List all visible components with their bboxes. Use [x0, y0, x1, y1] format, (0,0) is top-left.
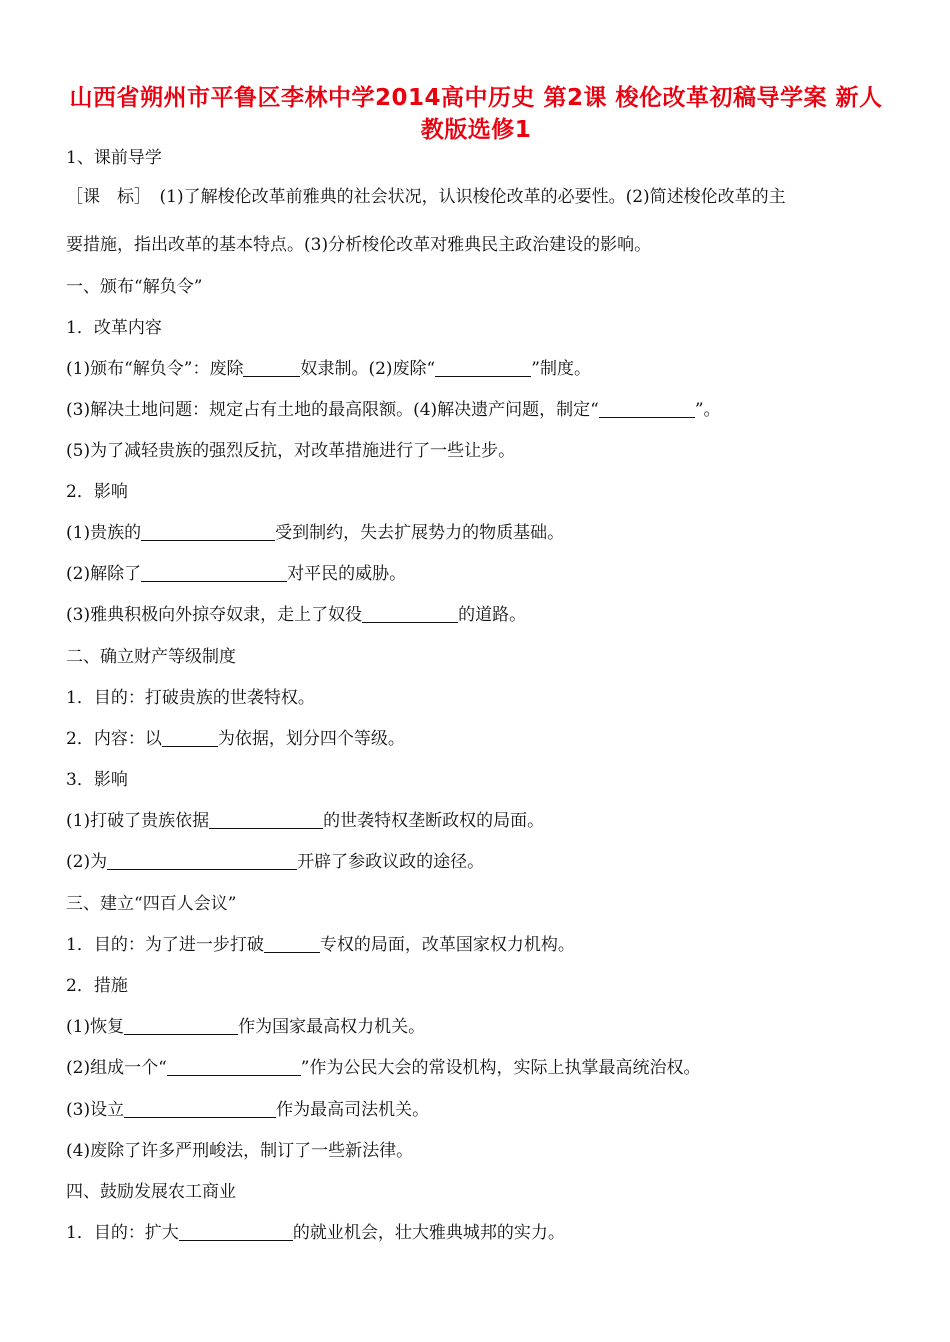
subheading-impact: 2．影响	[66, 482, 128, 502]
item-line: (5)为了减轻贵族的强烈反抗，对改革措施进行了一些让步。	[66, 441, 516, 461]
item-line: 1．目的：为了进一步打破 专权的局面，改革国家权力机构。	[66, 935, 575, 955]
fill-blank[interactable]	[141, 522, 275, 541]
item-line: (3)雅典积极向外掠夺奴隶，走上了奴役 的道路。	[66, 605, 527, 625]
curriculum-standard-line-1: ［课 标］ (1)了解梭伦改革前雅典的社会状况，认识梭伦改革的必要性。(2)简述梭伦改革的主	[66, 187, 786, 207]
subheading-reform-content: 1．改革内容	[66, 318, 162, 338]
fill-blank[interactable]	[124, 1016, 238, 1035]
item-line: (1)贵族的 受到制约，失去扩展势力的物质基础。	[66, 523, 565, 543]
document-title: 山西省朔州市平鲁区李林中学2014高中历史 第2课 梭伦改革初稿导学案 新人教版选修1	[69, 85, 883, 143]
fill-blank[interactable]	[362, 604, 458, 623]
item-line: 1．目的：打破贵族的世袭特权。	[66, 688, 315, 708]
subheading-impact: 3．影响	[66, 770, 128, 790]
item-line: 1．目的：扩大 的就业机会，壮大雅典城邦的实力。	[66, 1223, 565, 1243]
section-heading-preview: 1、课前导学	[66, 148, 162, 168]
fill-blank[interactable]	[435, 358, 531, 377]
fill-blank[interactable]	[124, 1099, 276, 1118]
subheading-measures: 2．措施	[66, 976, 128, 996]
fill-blank[interactable]	[243, 358, 300, 377]
item-line: (2)为 开辟了参政议政的途径。	[66, 852, 485, 872]
item-line: (1)恢复 作为国家最高权力机关。	[66, 1017, 426, 1037]
section-heading-3: 三、建立“四百人会议”	[66, 894, 237, 914]
fill-blank[interactable]	[179, 1222, 293, 1241]
fill-blank[interactable]	[162, 728, 218, 747]
item-line: 2．内容：以 为依据，划分四个等级。	[66, 729, 405, 749]
fill-blank[interactable]	[264, 934, 320, 953]
fill-blank[interactable]	[209, 810, 323, 829]
section-heading-4: 四、鼓励发展农工商业	[66, 1182, 236, 1202]
item-line: (1)打破了贵族依据 的世袭特权垄断政权的局面。	[66, 811, 545, 831]
fill-blank[interactable]	[141, 563, 287, 582]
curriculum-standard-line-2: 要措施，指出改革的基本特点。(3)分析梭伦改革对雅典民主政治建设的影响。	[66, 235, 652, 255]
item-line: (4)废除了许多严刑峻法，制订了一些新法律。	[66, 1141, 414, 1161]
fill-blank[interactable]	[167, 1057, 301, 1076]
item-line: (2)解除了 对平民的威胁。	[66, 564, 407, 584]
section-heading-1: 一、颁布“解负令”	[66, 277, 203, 297]
fill-blank[interactable]	[107, 851, 297, 870]
section-heading-2: 二、确立财产等级制度	[66, 647, 236, 667]
item-line: (1)颁布“解负令”：废除 奴隶制。(2)废除“ ”制度。	[66, 359, 591, 379]
item-line: (3)解决土地问题：规定占有土地的最高限额。(4)解决遗产问题，制定“ ”。	[66, 400, 721, 420]
item-line: (3)设立 作为最高司法机关。	[66, 1100, 430, 1120]
fill-blank[interactable]	[599, 399, 695, 418]
item-line: (2)组成一个“ ”作为公民大会的常设机构，实际上执掌最高统治权。	[66, 1058, 701, 1078]
